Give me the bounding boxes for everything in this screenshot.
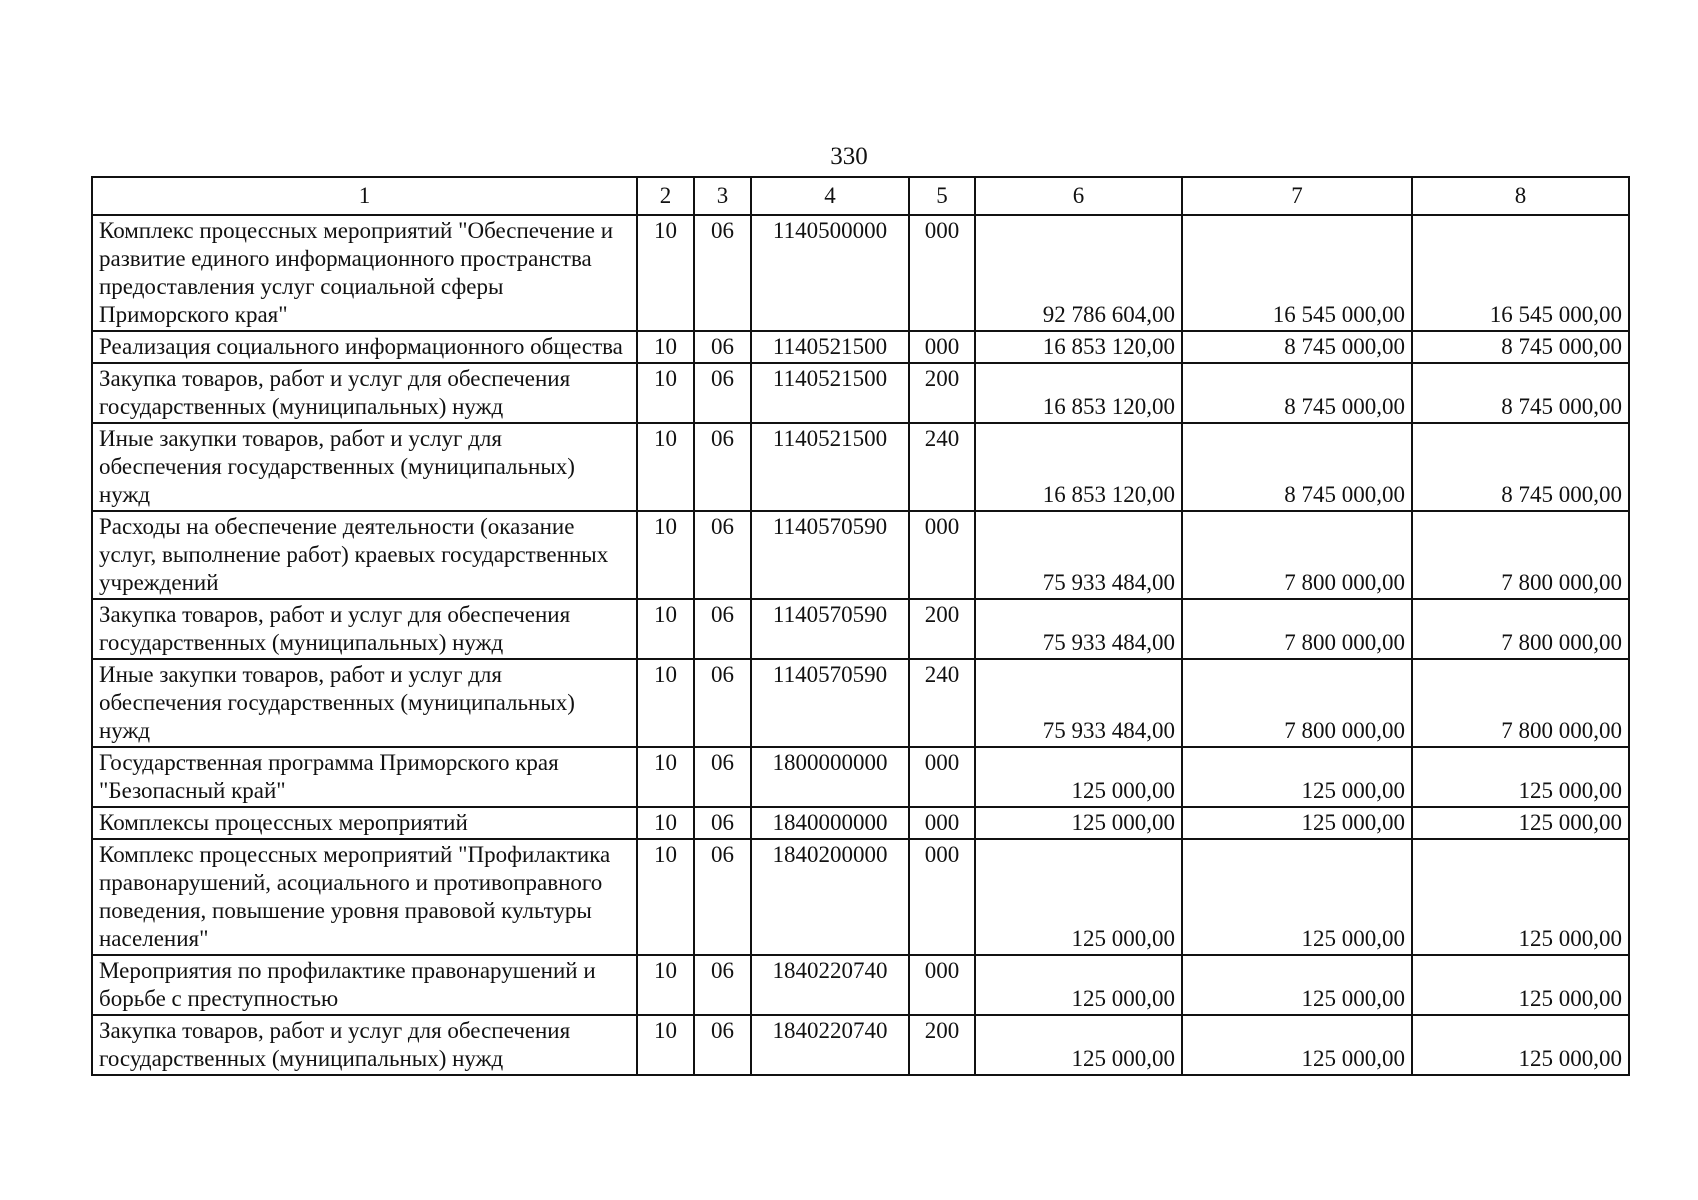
row-target-code-cell: 1140500000 xyxy=(751,215,909,331)
row-name-cell: Расходы на обеспечение деятельности (оказание услуг, выполнение работ) краевых государственных учреждений xyxy=(92,511,637,599)
row-target-code-cell: 1140521500 xyxy=(751,423,909,511)
row-section-cell: 10 xyxy=(637,363,694,423)
row-sum-col7-cell: 8 745 000,00 xyxy=(1182,331,1412,363)
row-name-cell: Мероприятия по профилактике правонарушений и борьбе с преступностью xyxy=(92,955,637,1015)
row-sum-col8-cell: 125 000,00 xyxy=(1412,839,1629,955)
row-expense-type-cell: 000 xyxy=(909,955,975,1015)
row-name-cell: Закупка товаров, работ и услуг для обеспечения государственных (муниципальных) нужд xyxy=(92,363,637,423)
row-sum-col8-cell: 7 800 000,00 xyxy=(1412,599,1629,659)
row-subsection-cell: 06 xyxy=(694,839,751,955)
row-sum-col6-cell: 125 000,00 xyxy=(975,807,1182,839)
row-name-cell: Государственная программа Приморского края "Безопасный край" xyxy=(92,747,637,807)
row-sum-col8-cell: 8 745 000,00 xyxy=(1412,331,1629,363)
row-sum-col6-cell: 125 000,00 xyxy=(975,747,1182,807)
row-sum-col6-cell: 16 853 120,00 xyxy=(975,423,1182,511)
header-cell: 5 xyxy=(909,177,975,215)
row-expense-type-cell: 000 xyxy=(909,807,975,839)
table-row xyxy=(92,1015,1629,1075)
row-sum-col7-cell: 7 800 000,00 xyxy=(1182,511,1412,599)
row-target-code-cell: 1140570590 xyxy=(751,599,909,659)
row-subsection-cell: 06 xyxy=(694,363,751,423)
row-section-cell: 10 xyxy=(637,807,694,839)
row-target-code-cell: 1140570590 xyxy=(751,659,909,747)
table-row xyxy=(92,363,1629,423)
row-expense-type-cell: 000 xyxy=(909,511,975,599)
row-sum-col7-cell: 7 800 000,00 xyxy=(1182,659,1412,747)
row-section-cell: 10 xyxy=(637,839,694,955)
row-target-code-cell: 1140521500 xyxy=(751,331,909,363)
row-section-cell: 10 xyxy=(637,215,694,331)
row-sum-col6-cell: 125 000,00 xyxy=(975,839,1182,955)
row-name-cell: Иные закупки товаров, работ и услуг для обеспечения государственных (муниципальных) нужд xyxy=(92,423,637,511)
table-row xyxy=(92,215,1629,331)
table-row xyxy=(92,747,1629,807)
row-subsection-cell: 06 xyxy=(694,659,751,747)
row-name-cell: Комплексы процессных мероприятий xyxy=(92,807,637,839)
row-section-cell: 10 xyxy=(637,423,694,511)
header-cell: 3 xyxy=(694,177,751,215)
row-sum-col8-cell: 7 800 000,00 xyxy=(1412,659,1629,747)
row-name-cell: Иные закупки товаров, работ и услуг для обеспечения государственных (муниципальных) нужд xyxy=(92,659,637,747)
row-subsection-cell: 06 xyxy=(694,331,751,363)
header-cell: 8 xyxy=(1412,177,1629,215)
row-sum-col8-cell: 125 000,00 xyxy=(1412,807,1629,839)
row-target-code-cell: 1140521500 xyxy=(751,363,909,423)
table-row xyxy=(92,659,1629,747)
row-sum-col8-cell: 125 000,00 xyxy=(1412,747,1629,807)
row-subsection-cell: 06 xyxy=(694,511,751,599)
row-target-code-cell: 1140570590 xyxy=(751,511,909,599)
row-sum-col6-cell: 75 933 484,00 xyxy=(975,511,1182,599)
row-expense-type-cell: 240 xyxy=(909,423,975,511)
row-expense-type-cell: 000 xyxy=(909,747,975,807)
row-section-cell: 10 xyxy=(637,955,694,1015)
row-section-cell: 10 xyxy=(637,1015,694,1075)
row-name-cell: Закупка товаров, работ и услуг для обеспечения государственных (муниципальных) нужд xyxy=(92,599,637,659)
row-expense-type-cell: 000 xyxy=(909,839,975,955)
row-sum-col7-cell: 8 745 000,00 xyxy=(1182,423,1412,511)
row-sum-col6-cell: 16 853 120,00 xyxy=(975,331,1182,363)
row-target-code-cell: 1800000000 xyxy=(751,747,909,807)
table-row xyxy=(92,511,1629,599)
row-subsection-cell: 06 xyxy=(694,215,751,331)
row-sum-col7-cell: 125 000,00 xyxy=(1182,955,1412,1015)
table-row xyxy=(92,807,1629,839)
row-expense-type-cell: 240 xyxy=(909,659,975,747)
row-sum-col6-cell: 75 933 484,00 xyxy=(975,599,1182,659)
row-sum-col7-cell: 7 800 000,00 xyxy=(1182,599,1412,659)
row-sum-col7-cell: 125 000,00 xyxy=(1182,747,1412,807)
row-sum-col7-cell: 16 545 000,00 xyxy=(1182,215,1412,331)
row-sum-col7-cell: 125 000,00 xyxy=(1182,1015,1412,1075)
row-sum-col8-cell: 16 545 000,00 xyxy=(1412,215,1629,331)
row-sum-col7-cell: 125 000,00 xyxy=(1182,839,1412,955)
header-cell: 4 xyxy=(751,177,909,215)
row-sum-col8-cell: 8 745 000,00 xyxy=(1412,423,1629,511)
row-expense-type-cell: 000 xyxy=(909,331,975,363)
row-sum-col8-cell: 7 800 000,00 xyxy=(1412,511,1629,599)
header-cell: 1 xyxy=(92,177,637,215)
row-section-cell: 10 xyxy=(637,659,694,747)
page-number: 330 xyxy=(830,143,868,170)
row-sum-col6-cell: 92 786 604,00 xyxy=(975,215,1182,331)
row-subsection-cell: 06 xyxy=(694,1015,751,1075)
row-subsection-cell: 06 xyxy=(694,599,751,659)
row-section-cell: 10 xyxy=(637,599,694,659)
row-sum-col8-cell: 125 000,00 xyxy=(1412,955,1629,1015)
header-cell: 2 xyxy=(637,177,694,215)
header-cell: 7 xyxy=(1182,177,1412,215)
header-cell: 6 xyxy=(975,177,1182,215)
row-sum-col6-cell: 125 000,00 xyxy=(975,955,1182,1015)
row-section-cell: 10 xyxy=(637,331,694,363)
row-sum-col6-cell: 125 000,00 xyxy=(975,1015,1182,1075)
budget-table xyxy=(91,176,1630,1076)
row-target-code-cell: 1840220740 xyxy=(751,955,909,1015)
row-sum-col6-cell: 16 853 120,00 xyxy=(975,363,1182,423)
row-section-cell: 10 xyxy=(637,747,694,807)
row-name-cell: Закупка товаров, работ и услуг для обеспечения государственных (муниципальных) нужд xyxy=(92,1015,637,1075)
row-sum-col7-cell: 8 745 000,00 xyxy=(1182,363,1412,423)
row-sum-col6-cell: 75 933 484,00 xyxy=(975,659,1182,747)
row-section-cell: 10 xyxy=(637,511,694,599)
table-row xyxy=(92,331,1629,363)
table-row xyxy=(92,955,1629,1015)
table-row xyxy=(92,423,1629,511)
row-sum-col8-cell: 8 745 000,00 xyxy=(1412,363,1629,423)
row-subsection-cell: 06 xyxy=(694,807,751,839)
row-target-code-cell: 1840220740 xyxy=(751,1015,909,1075)
row-sum-col8-cell: 125 000,00 xyxy=(1412,1015,1629,1075)
row-name-cell: Реализация социального информационного общества xyxy=(92,331,637,363)
row-target-code-cell: 1840000000 xyxy=(751,807,909,839)
row-target-code-cell: 1840200000 xyxy=(751,839,909,955)
row-subsection-cell: 06 xyxy=(694,747,751,807)
table-header-row xyxy=(92,177,1629,215)
row-subsection-cell: 06 xyxy=(694,955,751,1015)
row-expense-type-cell: 200 xyxy=(909,363,975,423)
row-expense-type-cell: 000 xyxy=(909,215,975,331)
table-row xyxy=(92,839,1629,955)
row-expense-type-cell: 200 xyxy=(909,1015,975,1075)
row-expense-type-cell: 200 xyxy=(909,599,975,659)
row-subsection-cell: 06 xyxy=(694,423,751,511)
row-name-cell: Комплекс процессных мероприятий "Профилактика правонарушений, асоциального и противоправного поведения, повышение уровня правовой культуры населения" xyxy=(92,839,637,955)
row-name-cell: Комплекс процессных мероприятий "Обеспечение и развитие единого информационного пространства предоставления услуг социальной сферы Приморского края" xyxy=(92,215,637,331)
table-row xyxy=(92,599,1629,659)
row-sum-col7-cell: 125 000,00 xyxy=(1182,807,1412,839)
